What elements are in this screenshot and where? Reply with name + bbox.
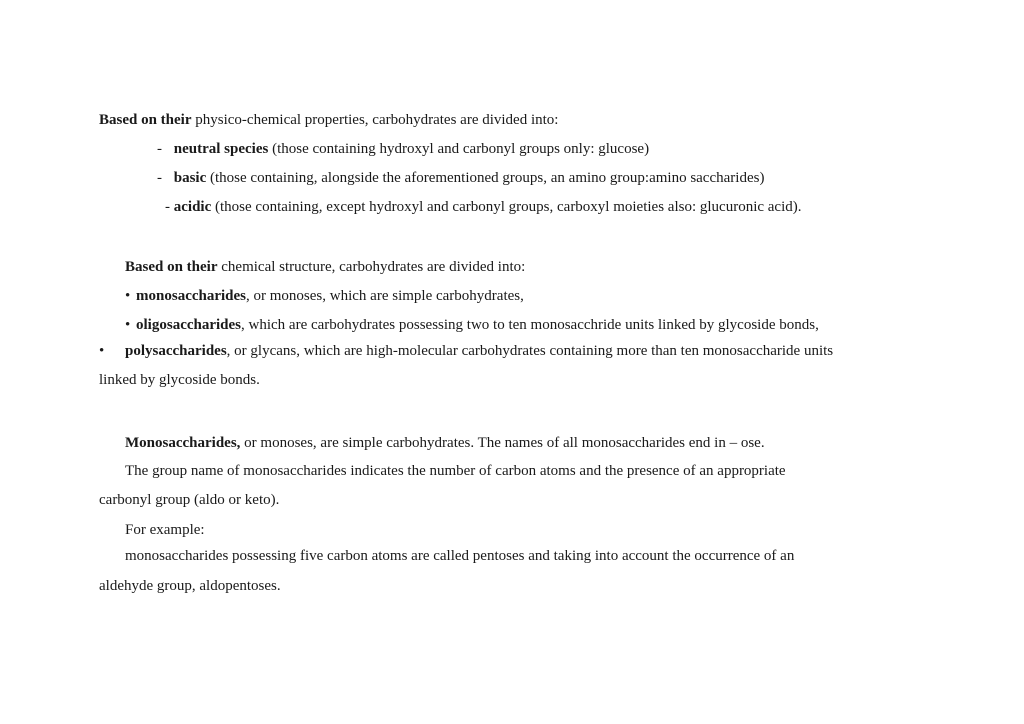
section3-term: Monosaccharides, xyxy=(125,435,241,451)
section3-group-name-continuation: carbonyl group (aldo or keto). xyxy=(99,492,280,508)
section2-item-polysaccharides xyxy=(125,342,833,360)
section2-item-oligosaccharides xyxy=(125,316,819,334)
section3-text: or monoses, are simple carbohydrates. The names of all monosaccharides end in – ose. xyxy=(240,435,765,451)
section1-intro-bold: Based on their xyxy=(99,112,192,128)
section3-example-line: monosaccharides possessing five carbon atoms are called pentoses and taking into account the occurrence of an xyxy=(125,548,795,564)
dash-marker: - xyxy=(157,141,162,157)
section1-intro-text: physico-chemical properties, carbohydrates are divided into: xyxy=(191,112,559,128)
item-text: , or glycans, which are high-molecular carbohydrates containing more than ten monosaccharide units xyxy=(226,343,834,359)
item-term: acidic xyxy=(173,199,212,215)
item-term: neutral species xyxy=(173,141,269,157)
section2-intro-bold: Based on their xyxy=(125,259,218,275)
item-text: (those containing, except hydroxyl and carbonyl groups, carboxyl moieties also: glucuronic acid). xyxy=(211,199,802,215)
bullet-marker: • xyxy=(125,317,131,333)
item-text: , or monoses, which are simple carbohydrates, xyxy=(246,288,524,304)
item-text: (those containing, alongside the aforementioned groups, an amino group:amino saccharides) xyxy=(206,170,765,186)
bullet-marker: • xyxy=(125,288,131,304)
section1-item-basic xyxy=(157,169,764,187)
section3-example-continuation: aldehyde group, aldopentoses. xyxy=(99,578,281,594)
item-term: monosaccharides xyxy=(136,288,247,304)
item-term: oligosaccharides xyxy=(136,317,242,333)
section2-intro xyxy=(125,258,525,276)
section2-intro-text: chemical structure, carbohydrates are divided into: xyxy=(217,259,526,275)
bullet-marker: • xyxy=(99,343,105,359)
item-term: polysaccharides xyxy=(125,343,227,359)
section3-group-name-line: The group name of monosaccharides indicates the number of carbon atoms and the presence of an appropriate xyxy=(125,463,786,479)
item-text: (those containing hydroxyl and carbonyl groups only: glucose) xyxy=(268,141,650,157)
section3-for-example: For example: xyxy=(125,522,205,538)
item-text: , which are carbohydrates possessing two to ten monosacchride units linked by glycoside bonds, xyxy=(241,317,819,333)
item-term: basic xyxy=(173,170,207,186)
section1-item-neutral xyxy=(157,140,649,158)
dash-marker: - xyxy=(165,199,174,215)
section1-intro xyxy=(99,111,558,129)
section3-monosaccharides-definition xyxy=(125,434,765,452)
section1-item-acidic xyxy=(165,198,802,216)
section2-item-polysaccharides-continuation: linked by glycoside bonds. xyxy=(99,372,260,388)
section2-item-monosaccharides xyxy=(125,287,524,305)
dash-marker: - xyxy=(157,170,162,186)
